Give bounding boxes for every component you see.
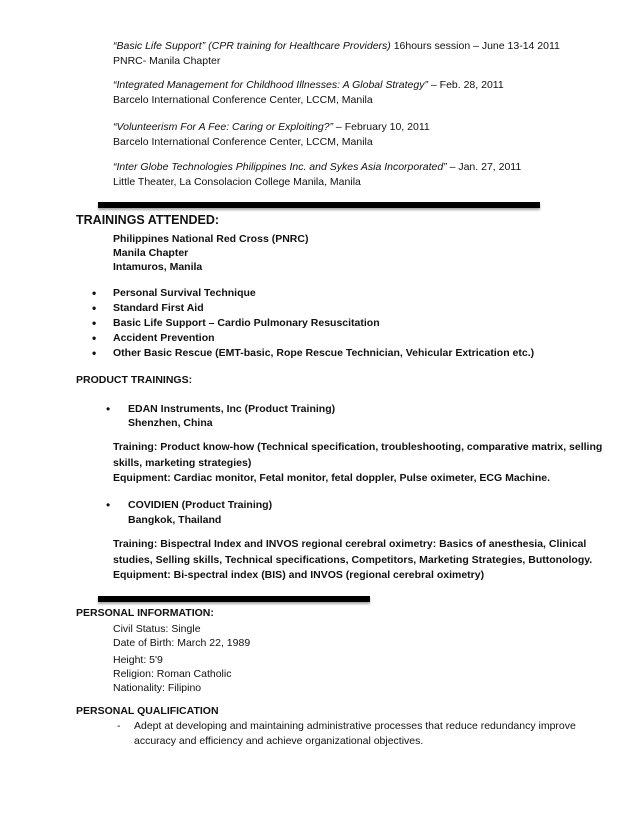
height: Height: 5'9 [113, 654, 163, 666]
nationality: Nationality: Filipino [113, 682, 202, 694]
org-name: Philippines National Red Cross (PNRC) [113, 233, 309, 245]
qualification-text: accuracy and efficiency and achieve organizational objectives. [134, 735, 424, 747]
personal-information-heading: PERSONAL INFORMATION: [76, 607, 214, 619]
qualification-text: Adept at developing and maintaining administrative processes that reduce redundancy improve [134, 720, 576, 732]
training-description: Training: Product know-how (Technical specification, troubleshooting, comparative matrix, selling [113, 441, 603, 453]
org-chapter: Manila Chapter [113, 247, 189, 259]
seminar-detail: – Jan. 27, 2011 [446, 161, 522, 173]
bullet-icon: • [106, 402, 111, 416]
equipment-description: Equipment: Bi-spectral index (BIS) and INVOS (regional cerebral oximetry) [113, 569, 485, 581]
equipment-description: Equipment: Cardiac monitor, Fetal monitor, fetal doppler, Pulse oximeter, ECG Machine. [113, 472, 551, 484]
seminar-detail: 16hours session – June 13-14 2011 [390, 40, 560, 52]
dash-marker: - [117, 720, 121, 732]
seminar-venue: Barcelo International Conference Center, LCCM, Manila [113, 136, 373, 148]
company-location: Shenzhen, China [128, 417, 213, 429]
seminar-entry [113, 160, 521, 190]
training-description: Training: Bispectral Index and INVOS regional cerebral oximetry: Basics of anesthesia, Clinical [113, 538, 587, 550]
trainings-attended-heading: TRAININGS ATTENDED: [76, 213, 220, 227]
seminar-venue: Little Theater, La Consolacion College Manila, Manila [113, 176, 361, 188]
org-location: Intamuros, Manila [113, 261, 203, 273]
list-item: • Standard First Aid [92, 301, 534, 316]
seminar-entry [113, 120, 430, 150]
personal-qualification-heading: PERSONAL QUALIFICATION [76, 705, 219, 717]
list-item: • Basic Life Support – Cardio Pulmonary Resuscitation [92, 316, 534, 331]
training-description: studies, Selling skills, Technical specifications, Competitors, Marketing Strategies, Buttonology. [113, 554, 593, 566]
seminar-venue: PNRC- Manila Chapter [113, 55, 221, 67]
training-description: skills, marketing strategies) [113, 457, 252, 469]
seminar-detail: – Feb. 28, 2011 [427, 79, 504, 91]
seminar-title: “Volunteerism For A Fee: Caring or Exploiting?” [113, 121, 334, 133]
seminar-venue: Barcelo International Conference Center, LCCM, Manila [113, 94, 373, 106]
list-item: • Accident Prevention [92, 331, 534, 346]
seminar-entry [113, 78, 504, 108]
section-divider [98, 596, 370, 602]
date-of-birth: Date of Birth: March 22, 1989 [113, 637, 251, 649]
training-list [92, 286, 534, 361]
company-name: EDAN Instruments, Inc (Product Training) [128, 403, 336, 415]
section-divider [98, 202, 540, 208]
seminar-title: “Integrated Management for Childhood Illnesses: A Global Strategy” [113, 79, 428, 91]
seminar-title: “Basic Life Support” (CPR training for Healthcare Providers) [113, 40, 391, 52]
company-location: Bangkok, Thailand [128, 514, 222, 526]
list-item: • Personal Survival Technique [92, 286, 534, 301]
product-trainings-heading: PRODUCT TRAININGS: [76, 374, 193, 386]
seminar-title: “Inter Globe Technologies Philippines Inc. and Sykes Asia Incorporated” [113, 161, 447, 173]
company-name: COVIDIEN (Product Training) [128, 499, 273, 511]
seminar-detail: – February 10, 2011 [333, 121, 430, 133]
list-item: • Other Basic Rescue (EMT-basic, Rope Rescue Technician, Vehicular Extrication etc.) [92, 346, 534, 361]
civil-status: Civil Status: Single [113, 623, 201, 635]
bullet-icon: • [106, 498, 111, 512]
seminar-entry [113, 39, 560, 69]
religion: Religion: Roman Catholic [113, 668, 232, 680]
